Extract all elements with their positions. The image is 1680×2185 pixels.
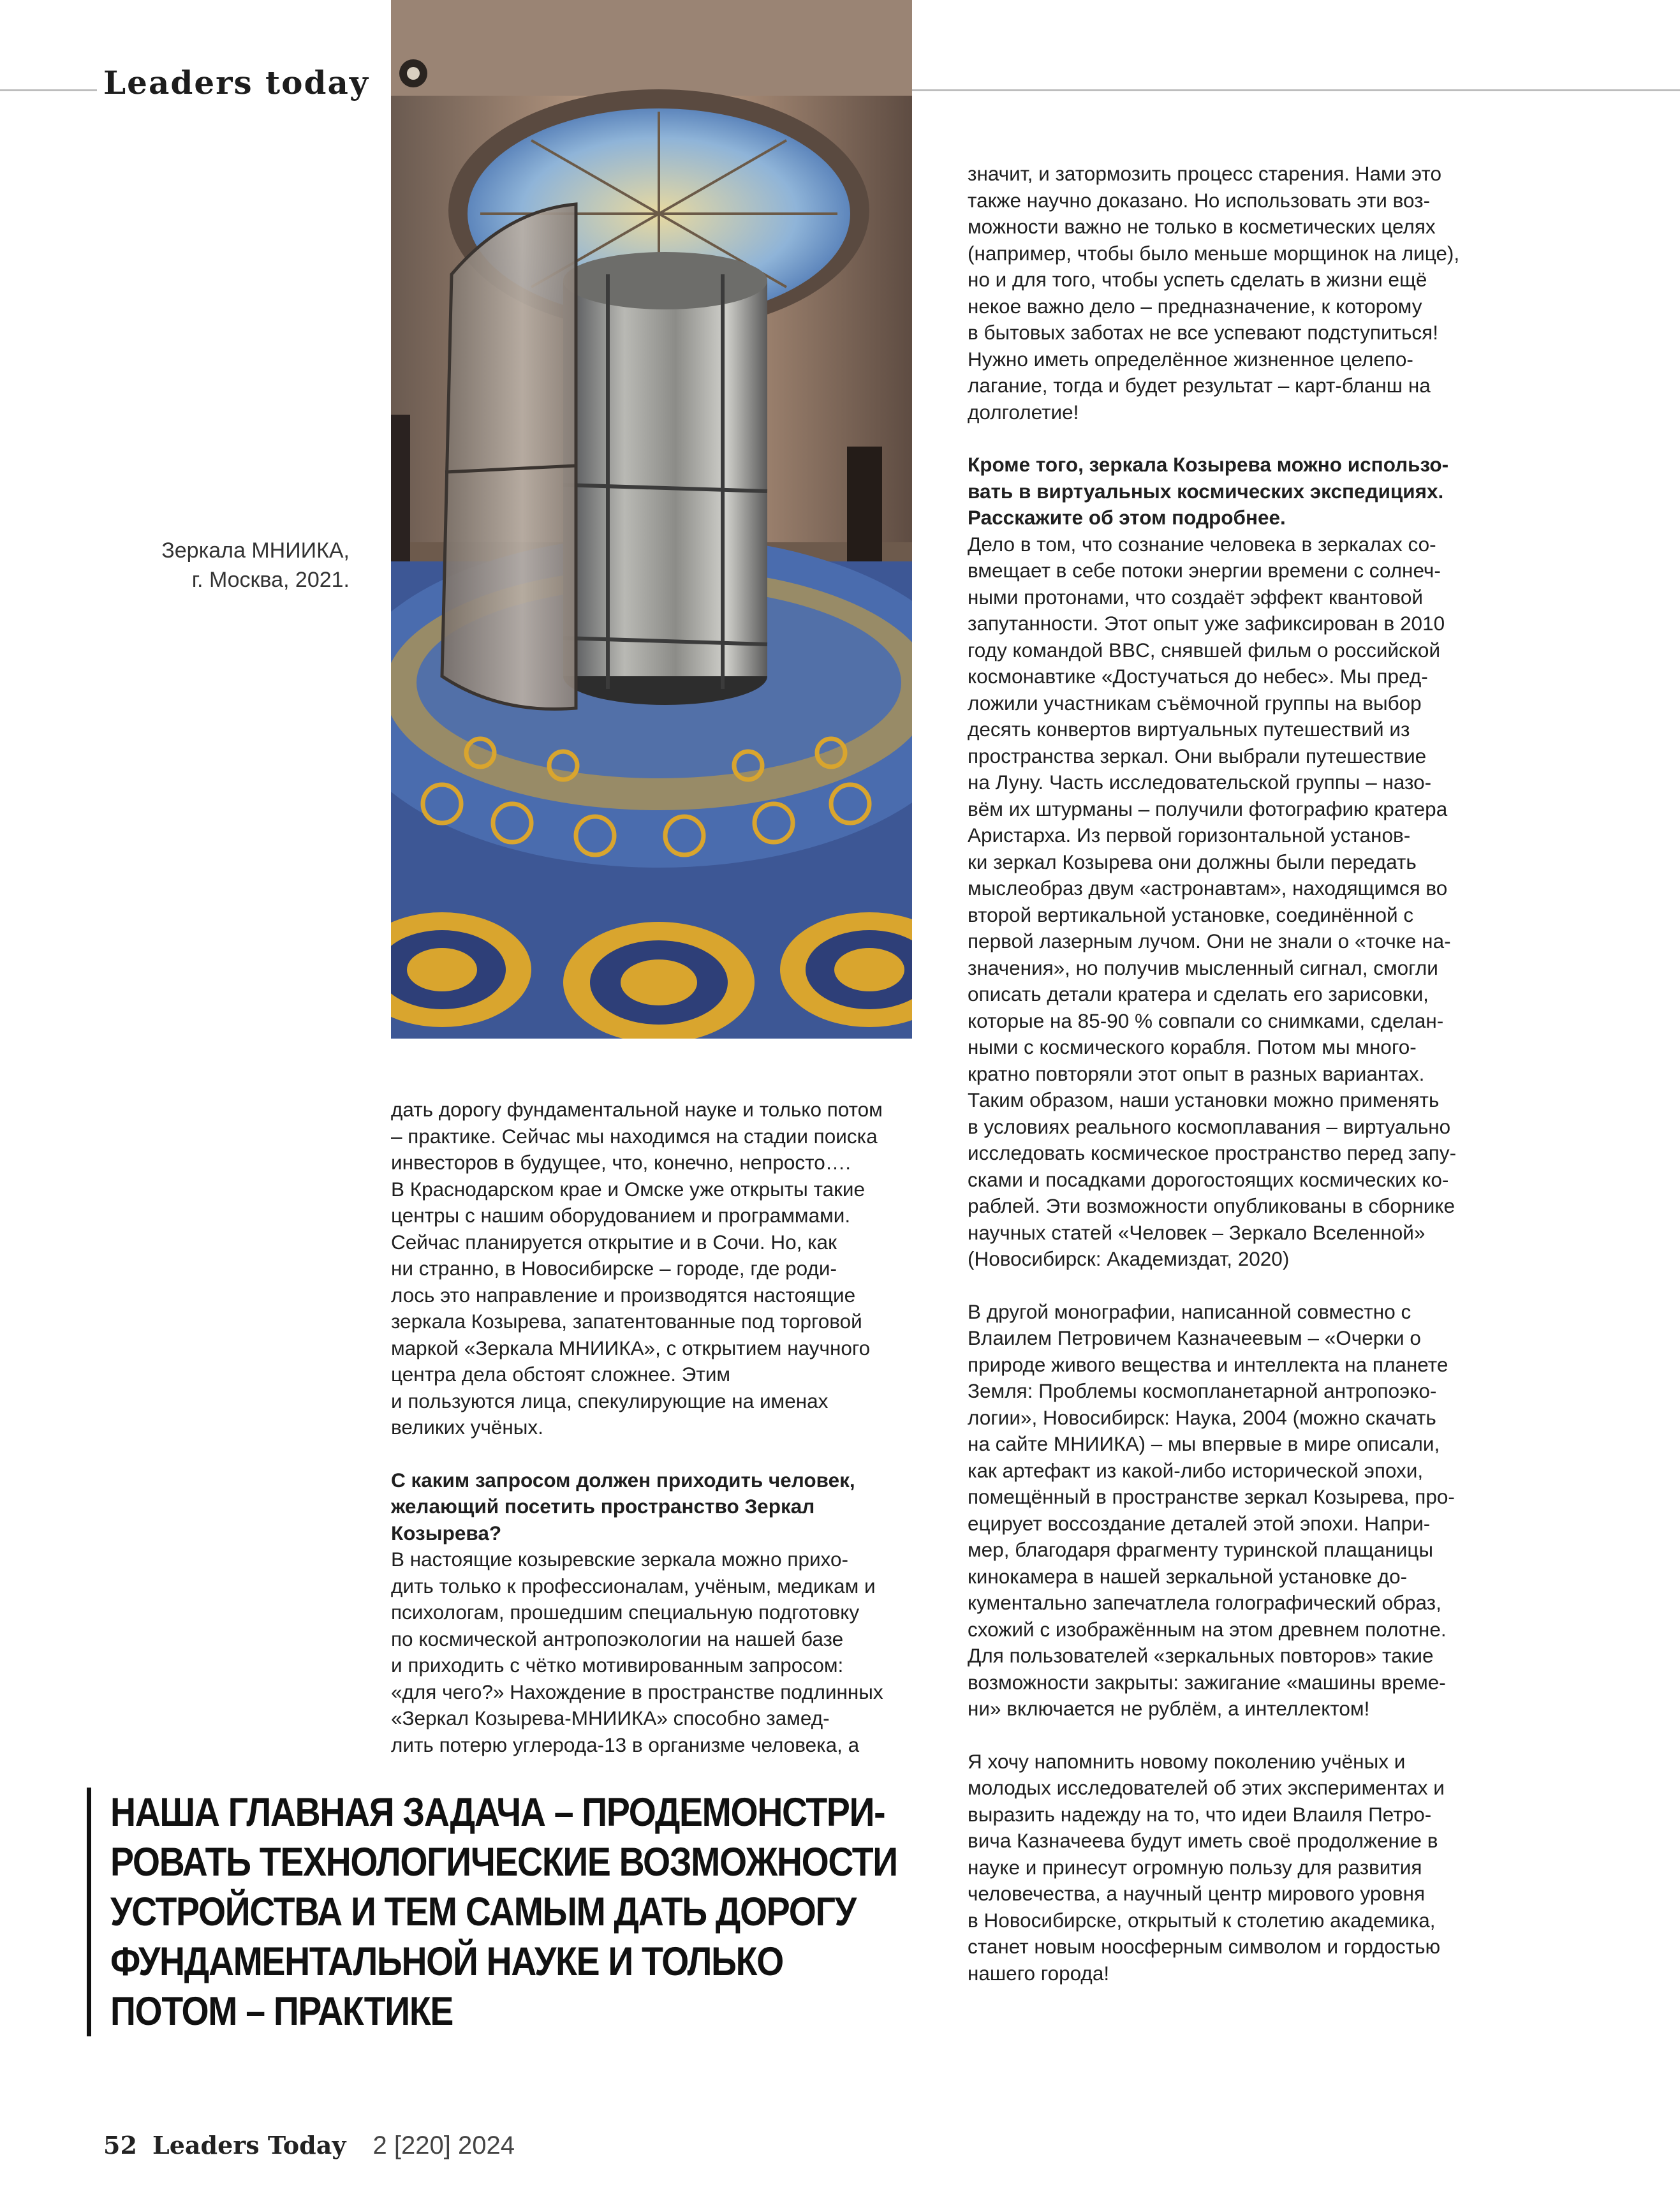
paragraph: В другой монографии, написанной совместно с Влаилем Петровичем Казначеевым – «Очерки о природе живого вещества и интеллекта на планете Земля: Проблемы космопланетарной антропоэко- логии», Новосибирск: Наука, 2004 (можно скачать на сайте МНИИКА) – мы впервые в мире описали, как артефакт из какой-либо исторической эпохи, помещённый в пространстве зеркал Козырева, про- ецирует воссоздание деталей этой эпохи. Напри- мер, благодаря фрагменту туринской плащаницы кинокамера в нашей зеркальной установке до- кументально запечатлела голографический образ, схожий с изображённым на этом древнем полотне. Для пользователей «зеркальных повторов» такие возможности закрыты: зажигание «машины време- ни» включается не рублём, а интеллектом! xyxy=(968,1300,1455,1720)
article-column-right xyxy=(968,161,1497,1987)
magazine-name: Leaders Today xyxy=(152,2131,346,2159)
interview-question: Кроме того, зеркала Козырева можно использо- вать в виртуальных космических экспедициях. Расскажите об этом подробнее. xyxy=(968,453,1449,529)
issue-number: 2 [220] 2024 xyxy=(372,2131,515,2159)
article-column-middle xyxy=(391,1097,920,1758)
paragraph: Я хочу напомнить новому поколению учёных и молодых исследователей об этих экспериментах и выразить надежду на то, что идеи Влаиля Петро- вича Казначеева будут иметь своё продолжение в науке и принесут огромную пользу для развития человечества, а научный центр мирового уровня в Новосибирске, открытый к столетию академика, станет новым ноосферным символом и гордостью нашего города! xyxy=(968,1749,1445,1985)
page-number: 52 xyxy=(103,2131,137,2159)
paragraph: В настоящие козыревские зеркала можно прихо- дить только к профессионалам, учёным, медикам и психологам, прошедшим специальную подготовку по космической антропоэкологии на нашей базе и приходить с чётко мотивированным запросом: «для чего?» Нахождение в пространстве подлинных «Зеркал Козырева-МНИИКА» способно замед- лить потерю углерода-13 в организме человека, а xyxy=(391,1548,883,1756)
page-footer xyxy=(103,2131,515,2160)
paragraph: значит, и затормозить процесс старения. Нами это также научно доказано. Но использовать эти воз- можности важно не только в косметических целях (например, чтобы было меньше морщинок на лице), но и для того, чтобы успеть сделать в жизни ещё некое важно дело – предназначение, к которому в бытовых заботах не все успевают подступиться! Нужно иметь определённое жизненное целепо- лагание, тогда и будет результат – карт-бланш на долголетие! xyxy=(968,162,1460,424)
header-rule-right xyxy=(912,89,1680,91)
interview-question: С каким запросом должен приходить человек, желающий посетить пространство Зеркал Козырева? xyxy=(391,1468,855,1544)
pull-quote xyxy=(87,1788,965,2036)
caption-line-2: г. Москва, 2021. xyxy=(191,568,350,592)
mirror-installation-photo xyxy=(391,0,912,1039)
section-title: Leaders today xyxy=(97,64,376,101)
paragraph: Дело в том, что сознание человека в зеркалах со- вмещает в себе потоки энергии времени с солнеч- ными протонами, что создаёт эффект квантовой запутанности. Этот опыт уже зафиксирован в 2010 году командой BBC, снявшей фильм о российской космонавтике «Достучаться до небес». Мы пред- ложили участникам съёмочной группы на выбор десять конвертов виртуальных путешествий из пространства зеркал. Они выбрали путешествие на Луну. Часть исследовательской группы – назо- вём их штурманы – получили фотографию кратера Аристарха. Из первой горизонтальной установ- ки зеркал Козырева они должны были передать мыслеобраз двум «астронавтам», находящимся во второй вертикальной установке, соединённой с первой лазерным лучом. Они не знали о «точке на- значения», но получив мысленный сигнал, смогли описать детали кратера и сделать его зарисовки, которые на 85-90 % совпали со снимками, сделан- ными с космического корабля. Потом мы много- кратно повторяли этот опыт в разных вариантах. Таким образом, наши установки можно применять в условиях реального космоплавания – виртуально исследовать космическое пространство перед запу- сками и посадками дорогостоящих космических ко- раблей. Эти возможности опубликованы в сборнике научных статей «Человек – Зеркало Вселенной» (Новосибирск: Академиздат, 2020) xyxy=(968,532,1457,1270)
paragraph: дать дорогу фундаментальной науке и только потом – практике. Сейчас мы находимся на стадии поиска инвесторов в будущее, что, конечно, непросто…. В Краснодарском крае и Омске уже открыты такие центры с нашим оборудованием и программами. Сейчас планируется открытие и в Сочи. Но, как ни странно, в Новосибирске – городе, где роди- лось это направление и производятся настоящие зеркала Козырева, запатентованные под торговой маркой «Зеркала МНИИКА», с открытием научного центра дела обстоят сложнее. Этим и пользуются лица, спекулирующие на именах великих учёных. xyxy=(391,1098,883,1439)
photo-caption xyxy=(115,536,350,595)
caption-line-1: Зеркала МНИИКА, xyxy=(161,538,350,563)
header-rule-left xyxy=(0,89,102,91)
pull-quote-text: НАША ГЛАВНАЯ ЗАДАЧА – ПРОДЕМОНСТРИ- РОВАТЬ ТЕХНОЛОГИЧЕСКИЕ ВОЗМОЖНОСТИ УСТРОЙСТВА И ТЕМ САМЫМ ДАТЬ ДОРОГУ ФУНДАМЕНТАЛЬНОЙ НАУКЕ И ТОЛЬКО ПОТОМ – ПРАКТИКЕ xyxy=(110,1790,897,2034)
